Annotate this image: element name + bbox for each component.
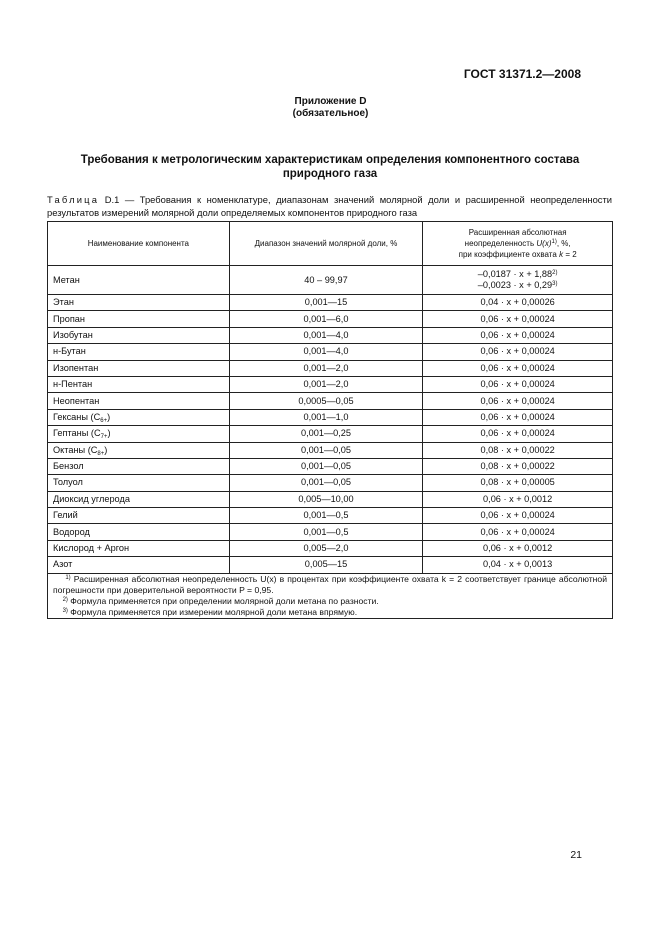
table-row (48, 409, 613, 425)
footnote-mark: 1) (65, 574, 71, 581)
component-name-tail: ) (107, 428, 111, 439)
header-component: Наименование компонента (48, 222, 230, 266)
uncertainty-formula (423, 266, 613, 295)
component-name-text: Толуол (53, 477, 83, 488)
range-value: 0,001—0,05 (229, 442, 423, 458)
uncertainty-formula: 0,06 · x + 0,00024 (423, 311, 613, 327)
footnote-text: Формула применяется при определении молярной доли метана по разности. (70, 595, 379, 606)
annex-header (0, 96, 661, 120)
table-caption (47, 194, 612, 219)
table-row (48, 426, 613, 442)
component-name: Метан (48, 266, 230, 295)
annex-title: Приложение D (294, 96, 367, 107)
component-name (48, 426, 230, 442)
range-value: 0,0005—0,05 (229, 393, 423, 409)
component-name (48, 442, 230, 458)
component-name (48, 376, 230, 392)
component-name (48, 491, 230, 507)
component-name (48, 524, 230, 540)
component-name-tail: ) (104, 444, 108, 455)
component-subscript: 8+ (97, 450, 105, 457)
table-row (48, 458, 613, 474)
table-row (48, 295, 613, 311)
component-name (48, 508, 230, 524)
component-name (48, 311, 230, 327)
component-name (48, 327, 230, 343)
table-row (48, 393, 613, 409)
header-uncertainty-var: U(x) (536, 239, 552, 248)
component-name (48, 393, 230, 409)
footnote-text: Расширенная абсолютная неопределенность U(x) в процентах при коэффициенте охвата k = 2 соответствует границе абсолютной погрешности при доверительной вероятности P = 0,95. (53, 573, 607, 595)
component-name-text: Водород (53, 526, 90, 537)
table-row (48, 360, 613, 376)
table-row (48, 508, 613, 524)
table-row (48, 376, 613, 392)
component-name-text: Бензол (53, 461, 84, 472)
standard-number: ГОСТ 31371.2—2008 (463, 67, 581, 81)
component-name-text: Изопентан (53, 362, 99, 373)
component-name (48, 344, 230, 360)
component-name-text: н-Бутан (53, 346, 86, 357)
component-name-text: Изобутан (53, 329, 93, 340)
section-heading: Требования к метрологическим характеристикам определения компонентного состава природного газа (80, 154, 580, 180)
table-row (48, 442, 613, 458)
component-name (48, 458, 230, 474)
table-row (48, 475, 613, 491)
component-subscript: 7+ (100, 434, 108, 441)
header-uncertainty-line2a: неопределенность (464, 239, 535, 248)
formula-footnote-mark: 2) (552, 270, 558, 276)
range-value: 0,001—15 (229, 295, 423, 311)
header-uncertainty (423, 222, 613, 266)
table-row (48, 557, 613, 573)
formula-by-difference: –0,0187 · x + 1,88 (477, 269, 553, 279)
footnote-1 (53, 574, 607, 596)
range-value: 0,005—15 (229, 557, 423, 573)
header-uncertainty-line1: Расширенная абсолютная (468, 228, 567, 237)
component-name-text: н-Пентан (53, 379, 93, 390)
annex-status: (обязательное) (292, 108, 369, 119)
range-value: 0,001—0,05 (229, 458, 423, 474)
formula-footnote-mark: 3) (552, 281, 558, 287)
range-value: 0,001—2,0 (229, 360, 423, 376)
uncertainty-formula: 0,06 · x + 0,0012 (423, 491, 613, 507)
range-value: 0,001—4,0 (229, 344, 423, 360)
uncertainty-formula: 0,04 · x + 0,00026 (423, 295, 613, 311)
footnote-mark: 2) (62, 596, 68, 603)
caption-label: Таблица (47, 194, 100, 205)
header-uncertainty-line3b: = 2 (565, 250, 577, 259)
range-value: 0,001—1,0 (229, 409, 423, 425)
range-value: 0,005—10,00 (229, 491, 423, 507)
table-header-row (48, 222, 613, 266)
component-name (48, 540, 230, 556)
uncertainty-formula: 0,04 · x + 0,0013 (423, 557, 613, 573)
uncertainty-formula: 0,06 · x + 0,00024 (423, 344, 613, 360)
uncertainty-formula: 0,06 · x + 0,00024 (423, 426, 613, 442)
uncertainty-formula: 0,06 · x + 0,00024 (423, 327, 613, 343)
component-name-text: Кислород + Аргон (53, 543, 130, 554)
uncertainty-formula: 0,08 · x + 0,00022 (423, 442, 613, 458)
component-name (48, 295, 230, 311)
footnote-mark: 3) (62, 607, 68, 614)
component-name (48, 557, 230, 573)
requirements-table (47, 221, 613, 619)
table-row (48, 540, 613, 556)
footnote-text: Формула применяется при измерении молярной доли метана впрямую. (70, 606, 358, 617)
range-value: 0,001—0,5 (229, 524, 423, 540)
caption-text: D.1 — Требования к номенклатуре, диапазонам значений молярной доли и расширенной неопределенности результатов измерений молярной доли определяемых компонентов природного газа (47, 194, 613, 218)
header-uncertainty-line2b: , %, (556, 239, 571, 248)
component-name-tail: ) (107, 411, 111, 422)
table-row-methane (48, 266, 613, 295)
uncertainty-formula: 0,06 · x + 0,00024 (423, 508, 613, 524)
table-row (48, 524, 613, 540)
formula-direct: –0,0023 · x + 0,29 (477, 280, 553, 290)
component-name-text: Азот (53, 559, 73, 570)
component-name-text: Гексаны (C (53, 411, 101, 422)
table-row (48, 491, 613, 507)
uncertainty-formula: 0,06 · x + 0,00024 (423, 524, 613, 540)
range-value: 40 – 99,97 (229, 266, 423, 295)
uncertainty-formula: 0,06 · x + 0,00024 (423, 376, 613, 392)
uncertainty-formula: 0,06 · x + 0,00024 (423, 393, 613, 409)
table-row (48, 327, 613, 343)
range-value: 0,001—0,25 (229, 426, 423, 442)
range-value: 0,001—0,05 (229, 475, 423, 491)
uncertainty-formula: 0,06 · x + 0,0012 (423, 540, 613, 556)
range-value: 0,001—6,0 (229, 311, 423, 327)
page-number: 21 (570, 849, 582, 861)
component-name-text: Гептаны (C (53, 428, 101, 439)
component-name-text: Гелий (53, 510, 78, 521)
header-uncertainty-sup: 1) (551, 239, 557, 245)
table-notes-row (48, 573, 613, 618)
table-notes (48, 573, 613, 618)
component-name-text: Неопентан (53, 395, 100, 406)
footnote-2 (53, 596, 607, 607)
component-subscript: 6+ (100, 417, 108, 424)
component-name-text: Пропан (53, 313, 85, 324)
component-name (48, 475, 230, 491)
component-name-text: Октаны (C (53, 444, 98, 455)
header-range: Диапазон значений молярной доли, % (229, 222, 423, 266)
table-row (48, 344, 613, 360)
component-name-text: Диоксид углерода (53, 493, 130, 504)
component-name (48, 360, 230, 376)
component-name-text: Этан (53, 297, 74, 308)
header-uncertainty-k: k (559, 250, 564, 259)
footnote-3 (53, 607, 607, 618)
uncertainty-formula: 0,08 · x + 0,00005 (423, 475, 613, 491)
table-row (48, 311, 613, 327)
range-value: 0,001—4,0 (229, 327, 423, 343)
header-uncertainty-line3a: при коэффициенте охвата (458, 250, 557, 259)
component-name (48, 409, 230, 425)
uncertainty-formula: 0,06 · x + 0,00024 (423, 360, 613, 376)
uncertainty-formula: 0,08 · x + 0,00022 (423, 458, 613, 474)
range-value: 0,001—0,5 (229, 508, 423, 524)
uncertainty-formula: 0,06 · x + 0,00024 (423, 409, 613, 425)
range-value: 0,005—2,0 (229, 540, 423, 556)
range-value: 0,001—2,0 (229, 376, 423, 392)
